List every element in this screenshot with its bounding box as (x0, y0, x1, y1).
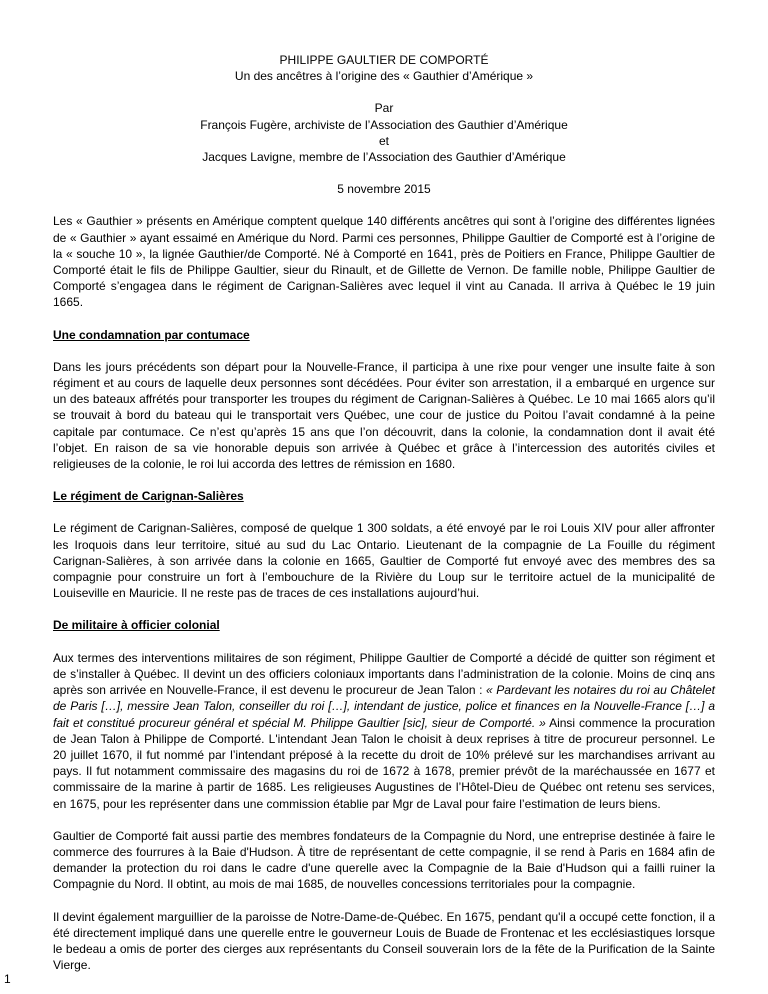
section-paragraph-marguillier: Il devint également marguillier de la paroisse de Notre-Dame-de-Québec. En 1675, pendant qu'il a occupé cette fonction, il a été directement impliqué dans une querelle entre le gouverneur Louis de Buade de Frontenac et les ecclésiastiques lorsque le bedeau a omis de porter des cierges aux représentants du Conseil souverain lors de la fête de la Purification de la Sainte Vierge. (53, 909, 715, 973)
officier-text-after-quote: Ainsi commence la procuration de Jean Talon à Philippe de Comporté. L'intendant Jean Talon le choisit à deux reprises à titre de procureur personnel. Le 20 juillet 1670, il fut nommé par l’intendant préposé à la recette du droit de 10% prélevé sur les marchandises arrivant au pays. Il fut notamment commissaire des magasins du roi de 1672 à 1678, premier prévôt de la maréchaussée en 1677 et commissaire de la marine à partir de 1685. Les religieuses Augustines de l’Hôtel-Dieu de Québec ont retenu ses services, en 1675, pour les représenter dans une commission établie par Mgr de Laval pour faire l’estimation de leurs biens. (53, 715, 715, 811)
section-heading-officier: De militaire à officier colonial (53, 618, 220, 633)
section-heading-condamnation: Une condamnation par contumace (53, 327, 250, 342)
page-number: 1 (4, 972, 11, 986)
byline (53, 100, 715, 165)
document-title: PHILIPPE GAULTIER DE COMPORTÉ (279, 53, 489, 67)
document-subtitle: Un des ancêtres à l’origine des « Gauthier d’Amérique » (234, 69, 534, 84)
section-paragraph-compagnie-du-nord: Gaultier de Comporté fait aussi partie des membres fondateurs de la Compagnie du Nord, une entreprise destinée à faire le commerce des fourrures à la Baie d'Hudson. À titre de représentant de cette compagnie, il se rend à Paris en 1684 afin de demander la protection du roi dans le cadre d'une querelle avec la Compagnie de la Baie d'Hudson qui a failli ruiner la Compagnie du Nord. Il obtint, au mois de mai 1685, de nouvelles concessions territoriales pour la compagnie. (53, 828, 715, 892)
section-paragraph-condamnation: Dans les jours précédents son départ pour la Nouvelle-France, il participa à une rixe pour venger une insulte faite à son régiment et au cours de laquelle deux personnes sont décédées. Pour éviter son arrestation, il a embarqué en urgence sur un des bateaux affrétés pour transporter les troupes du régiment de Carignan-Salières à Québec. Le 10 mai 1665 alors qu’il se trouvait à bord du bateau qui le transportait vers Québec, une cour de justice du Poitou l’avait condamné à la peine capitale par contumace. Ce n’est qu’après 15 ans que l’on découvrit, dans la colonie, la condamnation dont il avait été l’objet. En raison de sa vie honorable depuis son arrivée à Québec et grâce à l’intercession des autorités civiles et religieuses de la colonie, le roi lui accorda des lettres de rémission en 1680. (53, 359, 715, 472)
byline-author-2: Jacques Lavigne, membre de l’Association des Gauthier d’Amérique (202, 150, 566, 165)
byline-et: et (378, 133, 389, 148)
byline-par: Par (374, 101, 394, 116)
talon-quote: « Pardevant les notaires du roi au Châtelet de Paris […], messire Jean Talon, conseiller du roi […], intendant de justice, police et finances en la Nouvelle-France […] a fait et constitué procureur général et spécial M. Philippe Gaultier [sic], sieur de Comporté. » (53, 683, 715, 730)
intro-paragraph: Les « Gauthier » présents en Amérique comptent quelque 140 différents ancêtres qui sont à l’origine des différentes lignées de « Gauthier » ayant essaimé en Amérique du Nord. Parmi ces personnes, Philippe Gaultier de Comporté est à l’origine de la « souche 10 », la lignée Gauthier/de Comporté. Né à Comporté en 1641, près de Poitiers en France, Philippe Gaultier de Comporté était le fils de Philippe Gaultier, sieur du Rinault, et de Gillette de Vernon. De famille noble, Philippe Gaultier de Comporté s’engagea dans le régiment de Carignan-Salières avec lequel il vint au Canada. Il arriva à Québec le 19 juin 1665. (53, 214, 715, 310)
document-page (53, 52, 715, 989)
officier-text-before-quote: Aux termes des interventions militaires de son régiment, Philippe Gaultier de Comporté a décidé de quitter son régiment et de s’installer à Québec. Il devint un des officiers coloniaux importants dans l’administration de la colonie. Moins de cinq ans après son arrivée en Nouvelle-France, il est devenu le procureur de Jean Talon : (53, 650, 715, 698)
section-paragraph-regiment: Le régiment de Carignan-Salières, composé de quelque 1 300 soldats, a été envoyé par le roi Louis XIV pour aller affronter les Iroquois dans leur territoire, situé au sud du Lac Ontario. Lieutenant de la compagnie de La Fouille du régiment Carignan-Salières, à son arrivée dans la colonie en 1665, Gaultier de Comporté fut envoyé avec des membres des sa compagnie pour construire un fort à l’embouchure de la Rivière du Loup sur le territoire actuel de la municipalité de Louiseville en Mauricie. Il ne reste pas de traces de ces installations aujourd’hui. (53, 521, 715, 601)
section-paragraph-officier (53, 650, 715, 812)
document-date: 5 novembre 2015 (337, 182, 431, 197)
title-block (53, 52, 715, 84)
byline-author-1: François Fugère, archiviste de l’Association des Gauthier d’Amérique (200, 117, 568, 132)
section-heading-regiment: Le régiment de Carignan-Salières (53, 489, 244, 504)
